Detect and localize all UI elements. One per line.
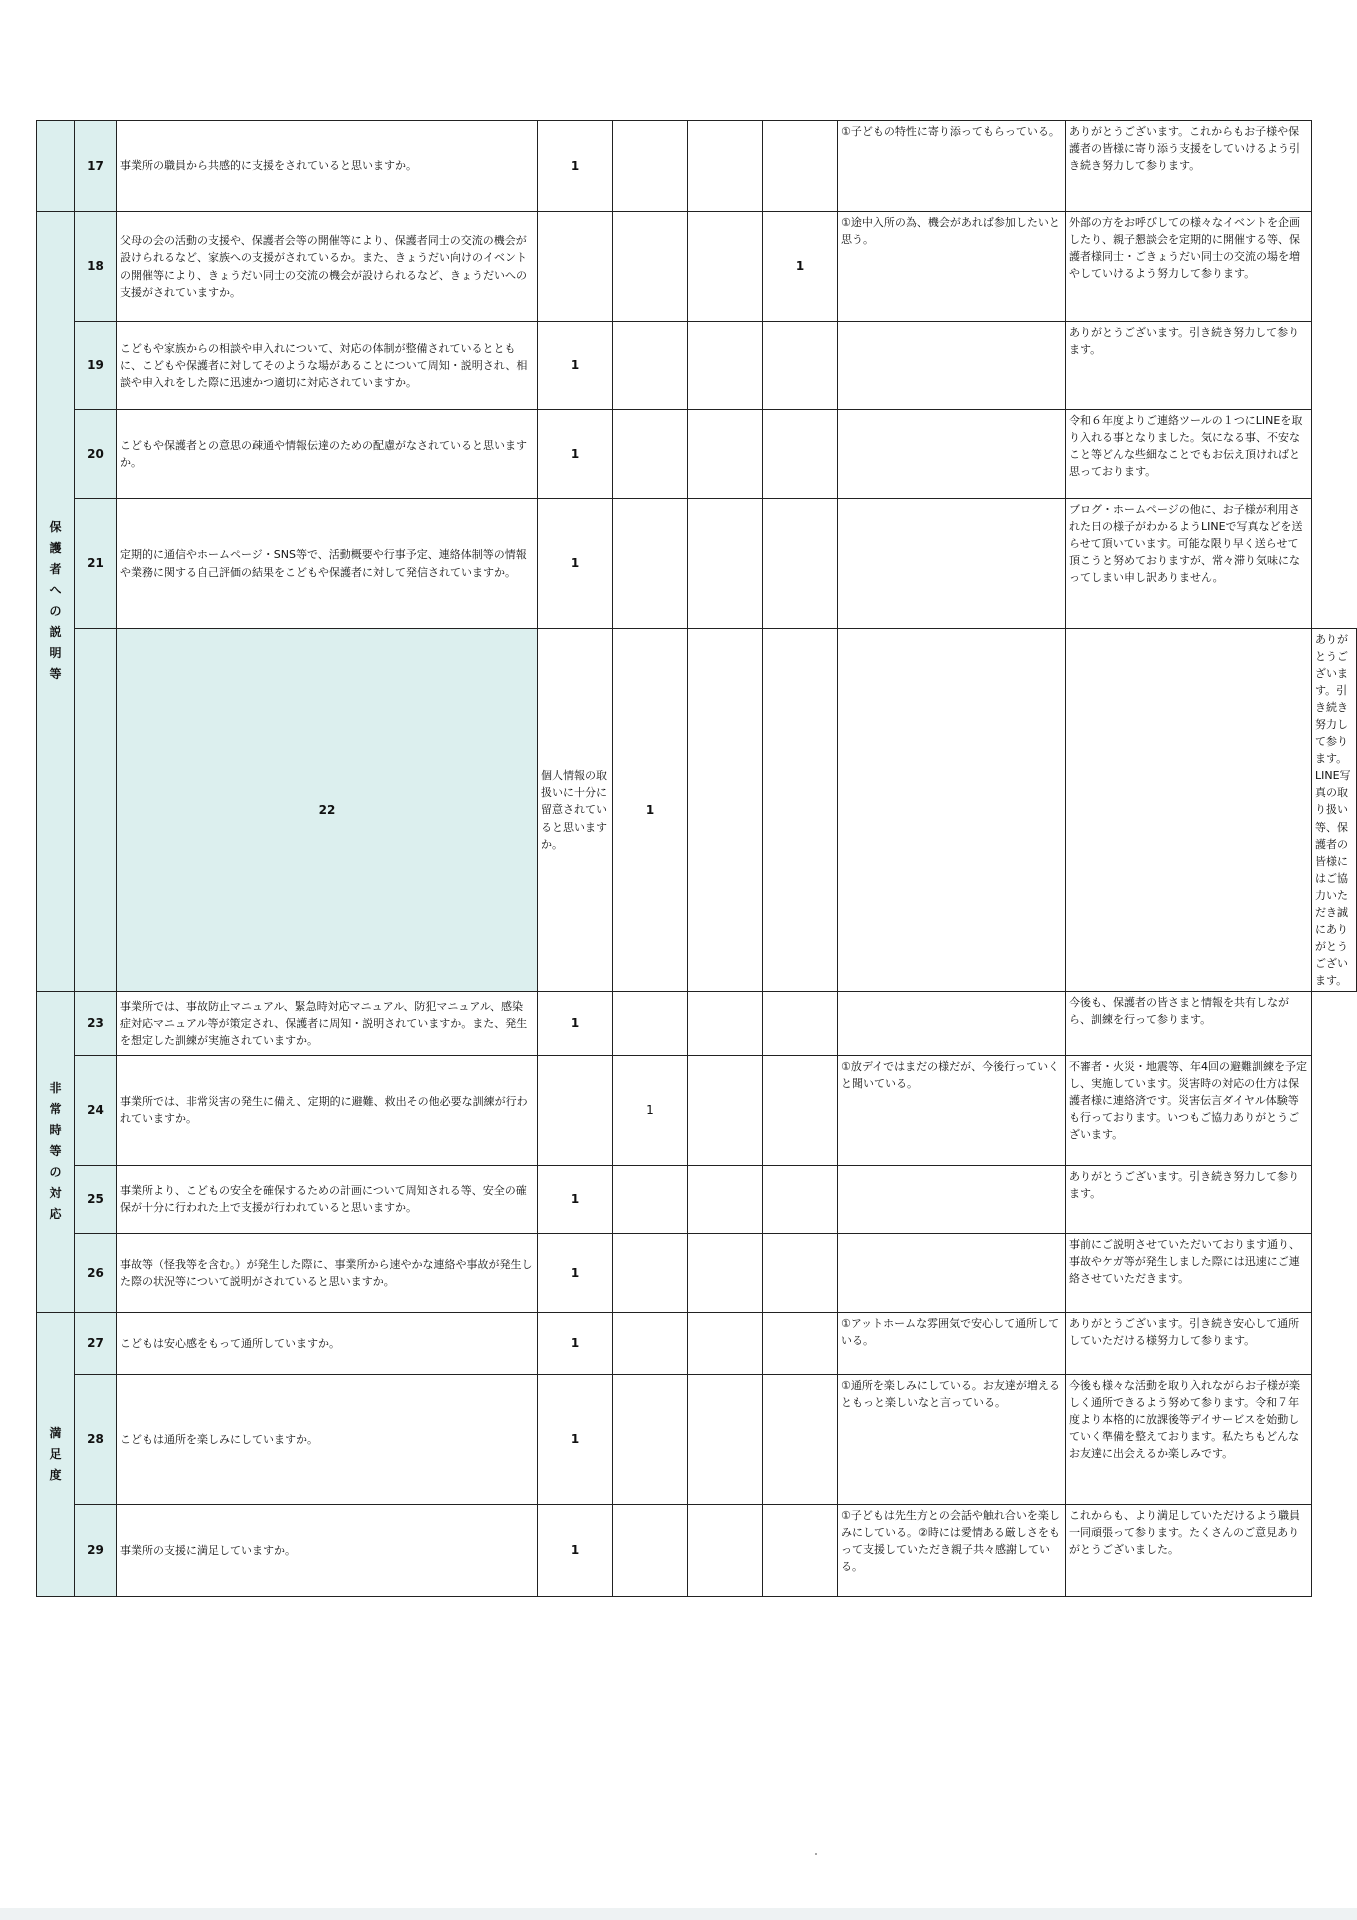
category-emergency-response: 非常時等の対応: [37, 991, 75, 1312]
answer-partly: [613, 991, 688, 1055]
answer-unknown: [763, 1165, 838, 1233]
guardian-opinion: ①途中入所の為、機会があれば参加したいと思う。: [838, 212, 1066, 322]
question-text: 父母の会の活動の支援や、保護者会等の開催等により、保護者同士の交流の機会が設けられるなど、家族への支援がされているか。また、きょうだい向けのイベントの開催等により、きょうだい同士の交流の機会が設けられるなど、きょうだいへの支援がされていますか。: [117, 212, 538, 322]
question-text: 事故等（怪我等を含む。）が発生した際に、事業所から速やかな連絡や事故が発生した際の状況等について説明がされていると思いますか。: [117, 1233, 538, 1312]
office-response: これからも、より満足していただけるよう職員一同頑張って参ります。たくさんのご意見ありがとうございました。: [1066, 1504, 1312, 1596]
office-response: 今後も、保護者の皆さまと情報を共有しながら、訓練を行って参ります。: [1066, 991, 1312, 1055]
answer-partly: [613, 410, 688, 499]
answer-no: [763, 629, 838, 992]
table-row: [37, 1055, 1357, 1165]
answer-partly: [613, 499, 688, 629]
office-response: ありがとうございます。これからもお子様や保護者の皆様に寄り添う支援をしていけるよう引き続き努力して参ります。: [1066, 121, 1312, 212]
row-number: 26: [75, 1233, 117, 1312]
answer-no: [688, 410, 763, 499]
office-response: ありがとうございます。引き続き努力して参ります。: [1066, 1165, 1312, 1233]
row-number: 27: [75, 1312, 117, 1374]
answer-partly: [613, 121, 688, 212]
answer-no: [688, 121, 763, 212]
answer-unknown: [763, 499, 838, 629]
evaluation-table: [36, 120, 1357, 1597]
question-text: 事業所では、非常災害の発生に備え、定期的に避難、救出その他必要な訓練が行われていますか。: [117, 1055, 538, 1165]
row-number: 18: [75, 212, 117, 322]
question-text: こどもや家族からの相談や申入れについて、対応の体制が整備されているとともに、こどもや保護者に対してそのような場があることについて周知・説明され、相談や申入れをした際に迅速かつ適切に対応されていますか。: [117, 322, 538, 410]
guardian-opinion: [838, 991, 1066, 1055]
table-row: [37, 1312, 1357, 1374]
table-row: [37, 1233, 1357, 1312]
answer-no: [688, 212, 763, 322]
category-guardian-explanation: 保護者への説明等: [37, 212, 75, 992]
category-satisfaction: 満足度: [37, 1312, 75, 1596]
guardian-opinion: ①子どもは先生方との会話や触れ合いを楽しみにしている。②時には愛情ある厳しさをもって支援していただき親子共々感謝している。: [838, 1504, 1066, 1596]
table-row: [37, 121, 1357, 212]
answer-unknown: [763, 410, 838, 499]
table-row: [37, 212, 1357, 322]
answer-partly: 1: [613, 1055, 688, 1165]
answer-unknown: [763, 322, 838, 410]
office-response: 事前にご説明させていただいております通り、事故やケガ等が発生しました際には迅速にご連絡させていただきます。: [1066, 1233, 1312, 1312]
answer-no: [688, 1055, 763, 1165]
answer-no: [688, 991, 763, 1055]
answer-unknown: [763, 1055, 838, 1165]
guardian-opinion: ①アットホームな雰囲気で安心して通所している。: [838, 1312, 1066, 1374]
guardian-opinion: [838, 1233, 1066, 1312]
scan-bottom-edge: [0, 1908, 1357, 1920]
guardian-opinion: [838, 1165, 1066, 1233]
row-number: 24: [75, 1055, 117, 1165]
row-number: 21: [75, 499, 117, 629]
category-cell-blank: [75, 629, 117, 992]
guardian-opinion: ①放デイではまだの様だが、今後行っていくと聞いている。: [838, 1055, 1066, 1165]
table-row: [37, 629, 1357, 992]
table-row: [37, 1374, 1357, 1504]
answer-yes: 1: [538, 1374, 613, 1504]
answer-yes: 1: [538, 991, 613, 1055]
answer-unknown: [763, 991, 838, 1055]
answer-no: [688, 1233, 763, 1312]
answer-yes: [538, 1055, 613, 1165]
question-text: 事業所の支援に満足していますか。: [117, 1504, 538, 1596]
office-response: ありがとうございます。引き続き努力して参ります。LINE写真の取り扱い等、保護者の皆様にはご協力いただき誠にありがとうございます。: [1312, 629, 1357, 992]
office-response: 外部の方をお呼びしての様々なイベントを企画したり、親子懇談会を定期的に開催する等、保護者様同士・ごきょうだい同士の交流の場を増やしていけるよう努力して参ります。: [1066, 212, 1312, 322]
answer-partly: [613, 1233, 688, 1312]
answer-partly: [613, 1312, 688, 1374]
row-number: 28: [75, 1374, 117, 1504]
question-text: 個人情報の取扱いに十分に留意されていると思いますか。: [538, 629, 613, 992]
office-response: ありがとうございます。引き続き努力して参ります。: [1066, 322, 1312, 410]
answer-no: [688, 1374, 763, 1504]
answer-yes: [538, 212, 613, 322]
table-row: [37, 1504, 1357, 1596]
answer-yes: 1: [538, 499, 613, 629]
answer-yes: 1: [538, 1504, 613, 1596]
row-number: 23: [75, 991, 117, 1055]
question-text: こどもや保護者との意思の疎通や情報伝達のための配慮がなされていると思いますか。: [117, 410, 538, 499]
answer-no: [688, 499, 763, 629]
answer-unknown: 1: [763, 212, 838, 322]
guardian-opinion: [838, 410, 1066, 499]
row-number: 17: [75, 121, 117, 212]
answer-yes: 1: [538, 1312, 613, 1374]
answer-partly: [688, 629, 763, 992]
answer-yes: 1: [538, 121, 613, 212]
category-cell-blank: [37, 121, 75, 212]
answer-yes: 1: [538, 1233, 613, 1312]
question-text: 事業所の職員から共感的に支援をされていると思いますか。: [117, 121, 538, 212]
row-number: 25: [75, 1165, 117, 1233]
answer-partly: [613, 1504, 688, 1596]
answer-unknown: [763, 121, 838, 212]
guardian-opinion: ①通所を楽しみにしている。お友達が増えるともっと楽しいなと言っている。: [838, 1374, 1066, 1504]
question-text: 事業所より、こどもの安全を確保するための計画について周知される等、安全の確保が十分に行われた上で支援が行われていると思いますか。: [117, 1165, 538, 1233]
answer-unknown: [763, 1233, 838, 1312]
guardian-opinion: ①子どもの特性に寄り添ってもらっている。: [838, 121, 1066, 212]
answer-yes: 1: [538, 410, 613, 499]
row-number: 19: [75, 322, 117, 410]
answer-yes: 1: [538, 1165, 613, 1233]
row-number: 20: [75, 410, 117, 499]
answer-no: [688, 1504, 763, 1596]
table-row: [37, 322, 1357, 410]
question-text: 事業所では、事故防止マニュアル、緊急時対応マニュアル、防犯マニュアル、感染症対応マニュアル等が策定され、保護者に周知・説明されていますか。また、発生を想定した訓練が実施されていますか。: [117, 991, 538, 1055]
scan-speck: [815, 1853, 817, 1855]
question-text: 定期的に通信やホームページ・SNS等で、活動概要や行事予定、連絡体制等の情報や業務に関する自己評価の結果をこどもや保護者に対して発信されていますか。: [117, 499, 538, 629]
answer-yes: 1: [538, 322, 613, 410]
table-row: [37, 410, 1357, 499]
answer-yes: 1: [613, 629, 688, 992]
answer-no: [688, 1165, 763, 1233]
answer-partly: [613, 1165, 688, 1233]
answer-no: [688, 322, 763, 410]
row-number: 29: [75, 1504, 117, 1596]
office-response: ブログ・ホームページの他に、お子様が利用された日の様子がわかるようLINEで写真などを送らせて頂いています。可能な限り早く送らせて頂こうと努めておりますが、常々滞り気味になってしまい申し訳ありません。: [1066, 499, 1312, 629]
row-number: 22: [117, 629, 538, 992]
question-text: こどもは通所を楽しみにしていますか。: [117, 1374, 538, 1504]
guardian-opinion: [838, 499, 1066, 629]
answer-unknown: [763, 1374, 838, 1504]
answer-unknown: [838, 629, 1066, 992]
answer-unknown: [763, 1504, 838, 1596]
answer-no: [688, 1312, 763, 1374]
table-row: [37, 499, 1357, 629]
table-row: [37, 991, 1357, 1055]
guardian-opinion: [838, 322, 1066, 410]
guardian-opinion: [1066, 629, 1312, 992]
answer-unknown: [763, 1312, 838, 1374]
office-response: 不審者・火災・地震等、年4回の避難訓練を予定し、実施しています。災害時の対応の仕方は保護者様に連絡済です。災害伝言ダイヤル体験等も行っております。いつもご協力ありがとうございます。: [1066, 1055, 1312, 1165]
office-response: 今後も様々な活動を取り入れながらお子様が楽しく通所できるよう努めて参ります。令和７年度より本格的に放課後等デイサービスを始動していく準備を整えております。私たちもどんなお友達に出会えるか楽しみです。: [1066, 1374, 1312, 1504]
question-text: こどもは安心感をもって通所していますか。: [117, 1312, 538, 1374]
office-response: ありがとうございます。引き続き安心して通所していただける様努力して参ります。: [1066, 1312, 1312, 1374]
answer-partly: [613, 212, 688, 322]
table-row: [37, 1165, 1357, 1233]
office-response: 令和６年度よりご連絡ツールの１つにLINEを取り入れる事となりました。気になる事、不安なこと等どんな些細なことでもお伝え頂ければと思っております。: [1066, 410, 1312, 499]
answer-partly: [613, 322, 688, 410]
answer-partly: [613, 1374, 688, 1504]
